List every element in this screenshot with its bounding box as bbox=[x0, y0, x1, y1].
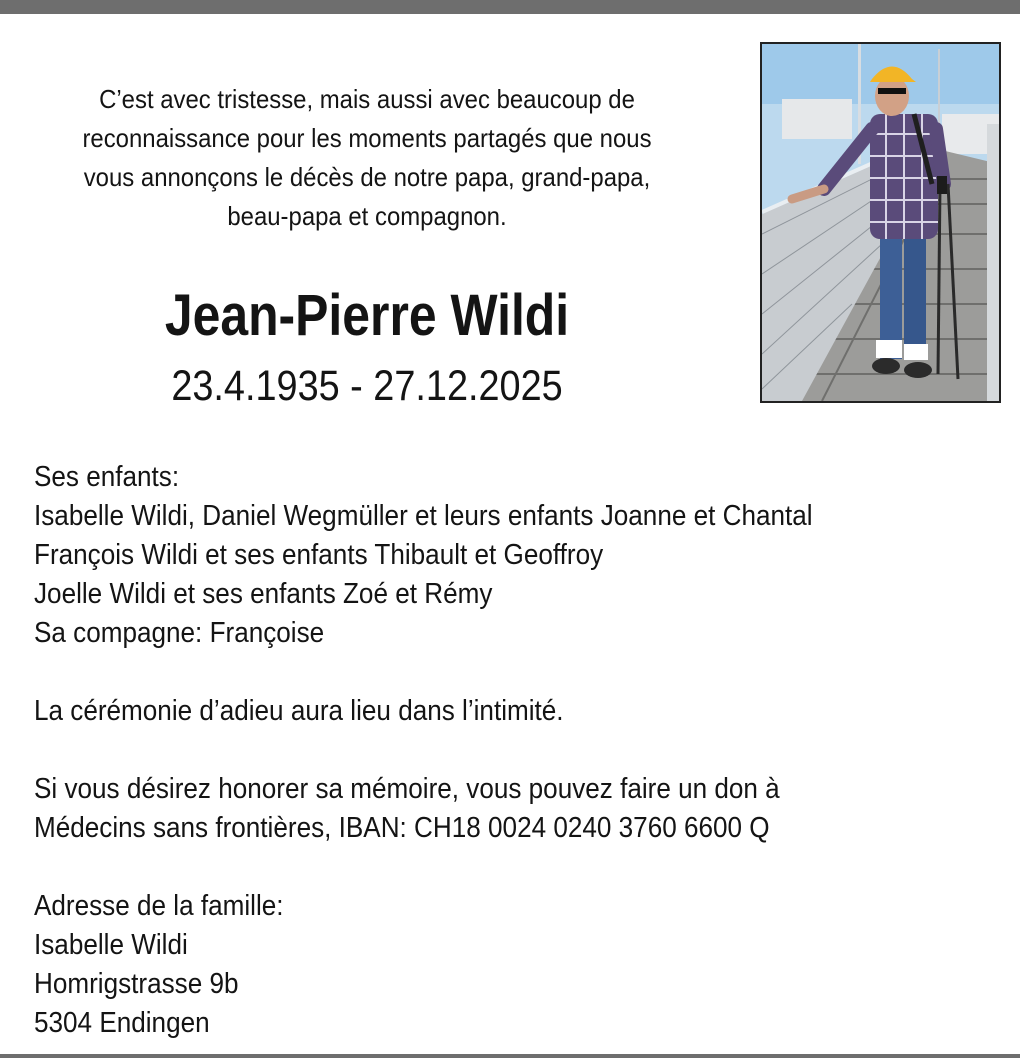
intro-line: reconnaissance pour les moments partagés que nous bbox=[82, 123, 652, 153]
intro-line: vous annonçons le décès de notre papa, grand-papa, bbox=[83, 162, 651, 192]
ceremony-text: La cérémonie d’adieu aura lieu dans l’intimité. bbox=[34, 695, 564, 727]
portrait-photo-illustration bbox=[762, 44, 999, 401]
intro-text bbox=[39, 80, 696, 236]
bottom-border-bar bbox=[0, 1054, 1020, 1058]
portrait-photo bbox=[760, 42, 1001, 403]
spacer bbox=[34, 653, 898, 692]
family-line: Isabelle Wildi, Daniel Wegmüller et leurs enfants Joanne et Chantal bbox=[34, 500, 813, 532]
address-street: Homrigstrasse 9b bbox=[34, 968, 239, 1000]
announcement-body bbox=[34, 458, 898, 1043]
deceased-name: Jean-Pierre Wildi bbox=[164, 283, 570, 348]
trekking-pole bbox=[938, 184, 940, 374]
address-heading: Adresse de la famille: bbox=[34, 890, 284, 922]
address-name: Isabelle Wildi bbox=[34, 929, 188, 961]
donation-line: Médecins sans frontières, IBAN: CH18 0024 0240 3760 6600 Q bbox=[34, 812, 770, 844]
family-line: François Wildi et ses enfants Thibault et Geoffroy bbox=[34, 539, 604, 571]
donation-line: Si vous désirez honorer sa mémoire, vous pouvez faire un don à bbox=[34, 773, 780, 805]
intro-line: C’est avec tristesse, mais aussi avec beaucoup de bbox=[99, 84, 635, 114]
spacer bbox=[34, 848, 898, 887]
spacer bbox=[34, 731, 898, 770]
life-dates: 23.4.1935 - 27.12.2025 bbox=[171, 362, 563, 410]
family-line: Sa compagne: Françoise bbox=[34, 617, 325, 649]
top-border-bar bbox=[0, 0, 1020, 14]
children-heading: Ses enfants: bbox=[34, 461, 180, 493]
intro-line: beau-papa et compagnon. bbox=[227, 201, 507, 231]
shoe bbox=[872, 358, 900, 374]
family-line: Joelle Wildi et ses enfants Zoé et Rémy bbox=[34, 578, 493, 610]
address-city: 5304 Endingen bbox=[34, 1007, 210, 1039]
